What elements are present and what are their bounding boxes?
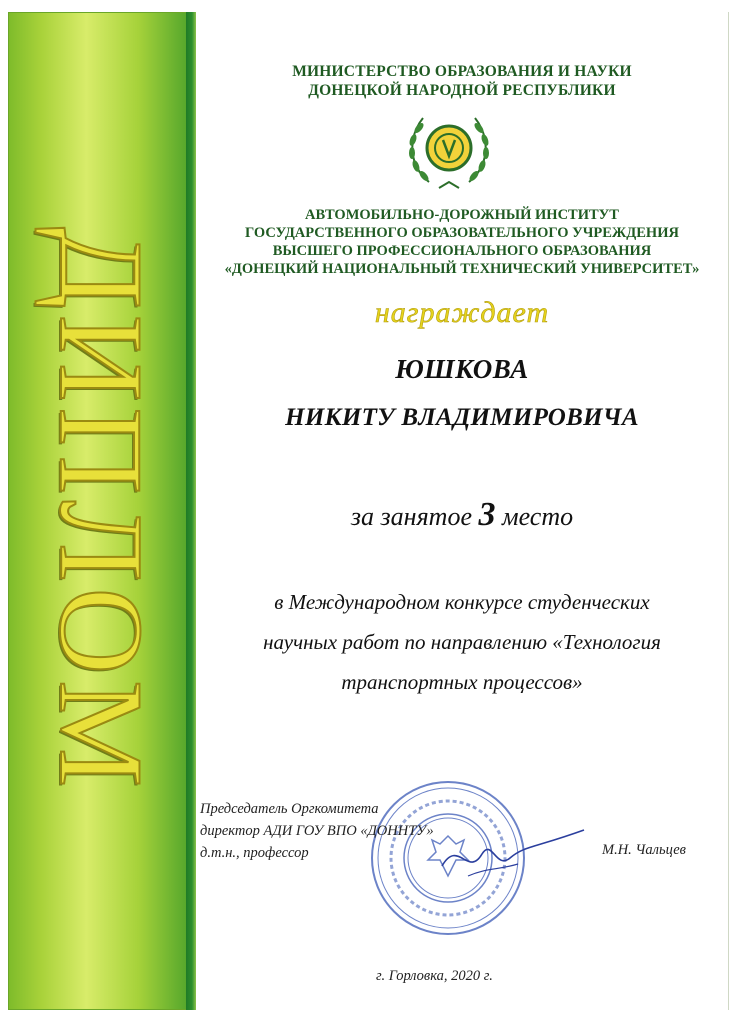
signatory-block [200,798,434,864]
laurel-wreath-emblem-icon [399,104,499,196]
signatory-line-1: Председатель Оргкомитета [200,801,379,817]
recipient-first-names: НИКИТУ ВЛАДИМИРОВИЧА [285,404,639,431]
city-year: г. Горловка, 2020 г. [376,968,493,984]
contest-description [196,582,728,702]
signatory-line-2: директор АДИ ГОУ ВПО «ДОННТУ» [200,823,434,839]
place-line [196,496,728,534]
contest-line-1: в Международном конкурсе студенческих [274,590,650,614]
place-number: 3 [478,496,496,533]
place-suffix: место [501,502,574,531]
contest-line-3: транспортных процессов» [341,670,583,694]
institute-header [196,206,728,278]
ministry-line-2: ДОНЕЦКОЙ НАРОДНОЙ РЕСПУБЛИКИ [308,82,616,99]
institute-line-2: ГОСУДАРСТВЕННОГО ОБРАЗОВАТЕЛЬНОГО УЧРЕЖДЕНИЯ [245,225,679,241]
band-edge-stripe [186,12,196,1010]
institute-line-3: ВЫСШЕГО ПРОФЕССИОНАЛЬНОГО ОБРАЗОВАНИЯ [272,243,652,259]
place-prefix: за занятое [350,502,472,531]
ministry-line-1: МИНИСТЕРСТВО ОБРАЗОВАНИЯ И НАУКИ [292,63,632,80]
contest-line-2: научных работ по направлению «Технология [263,630,661,654]
awards-word: награждает [374,296,550,329]
institute-line-4: «ДОНЕЦКИЙ НАЦИОНАЛЬНЫЙ ТЕХНИЧЕСКИЙ УНИВЕРСИТЕТ» [224,261,700,277]
ministry-header [196,62,728,100]
institute-line-1: АВТОМОБИЛЬНО-ДОРОЖНЫЙ ИНСТИТУТ [305,207,619,223]
signatory-name: М.Н. Чальцев [602,842,686,858]
handwritten-signature [438,818,588,888]
diploma-vertical-title: ДИПЛОМ [35,227,168,793]
recipient-last-name: ЮШКОВА [395,354,529,384]
signatory-line-3: д.т.н., профессор [200,845,309,861]
